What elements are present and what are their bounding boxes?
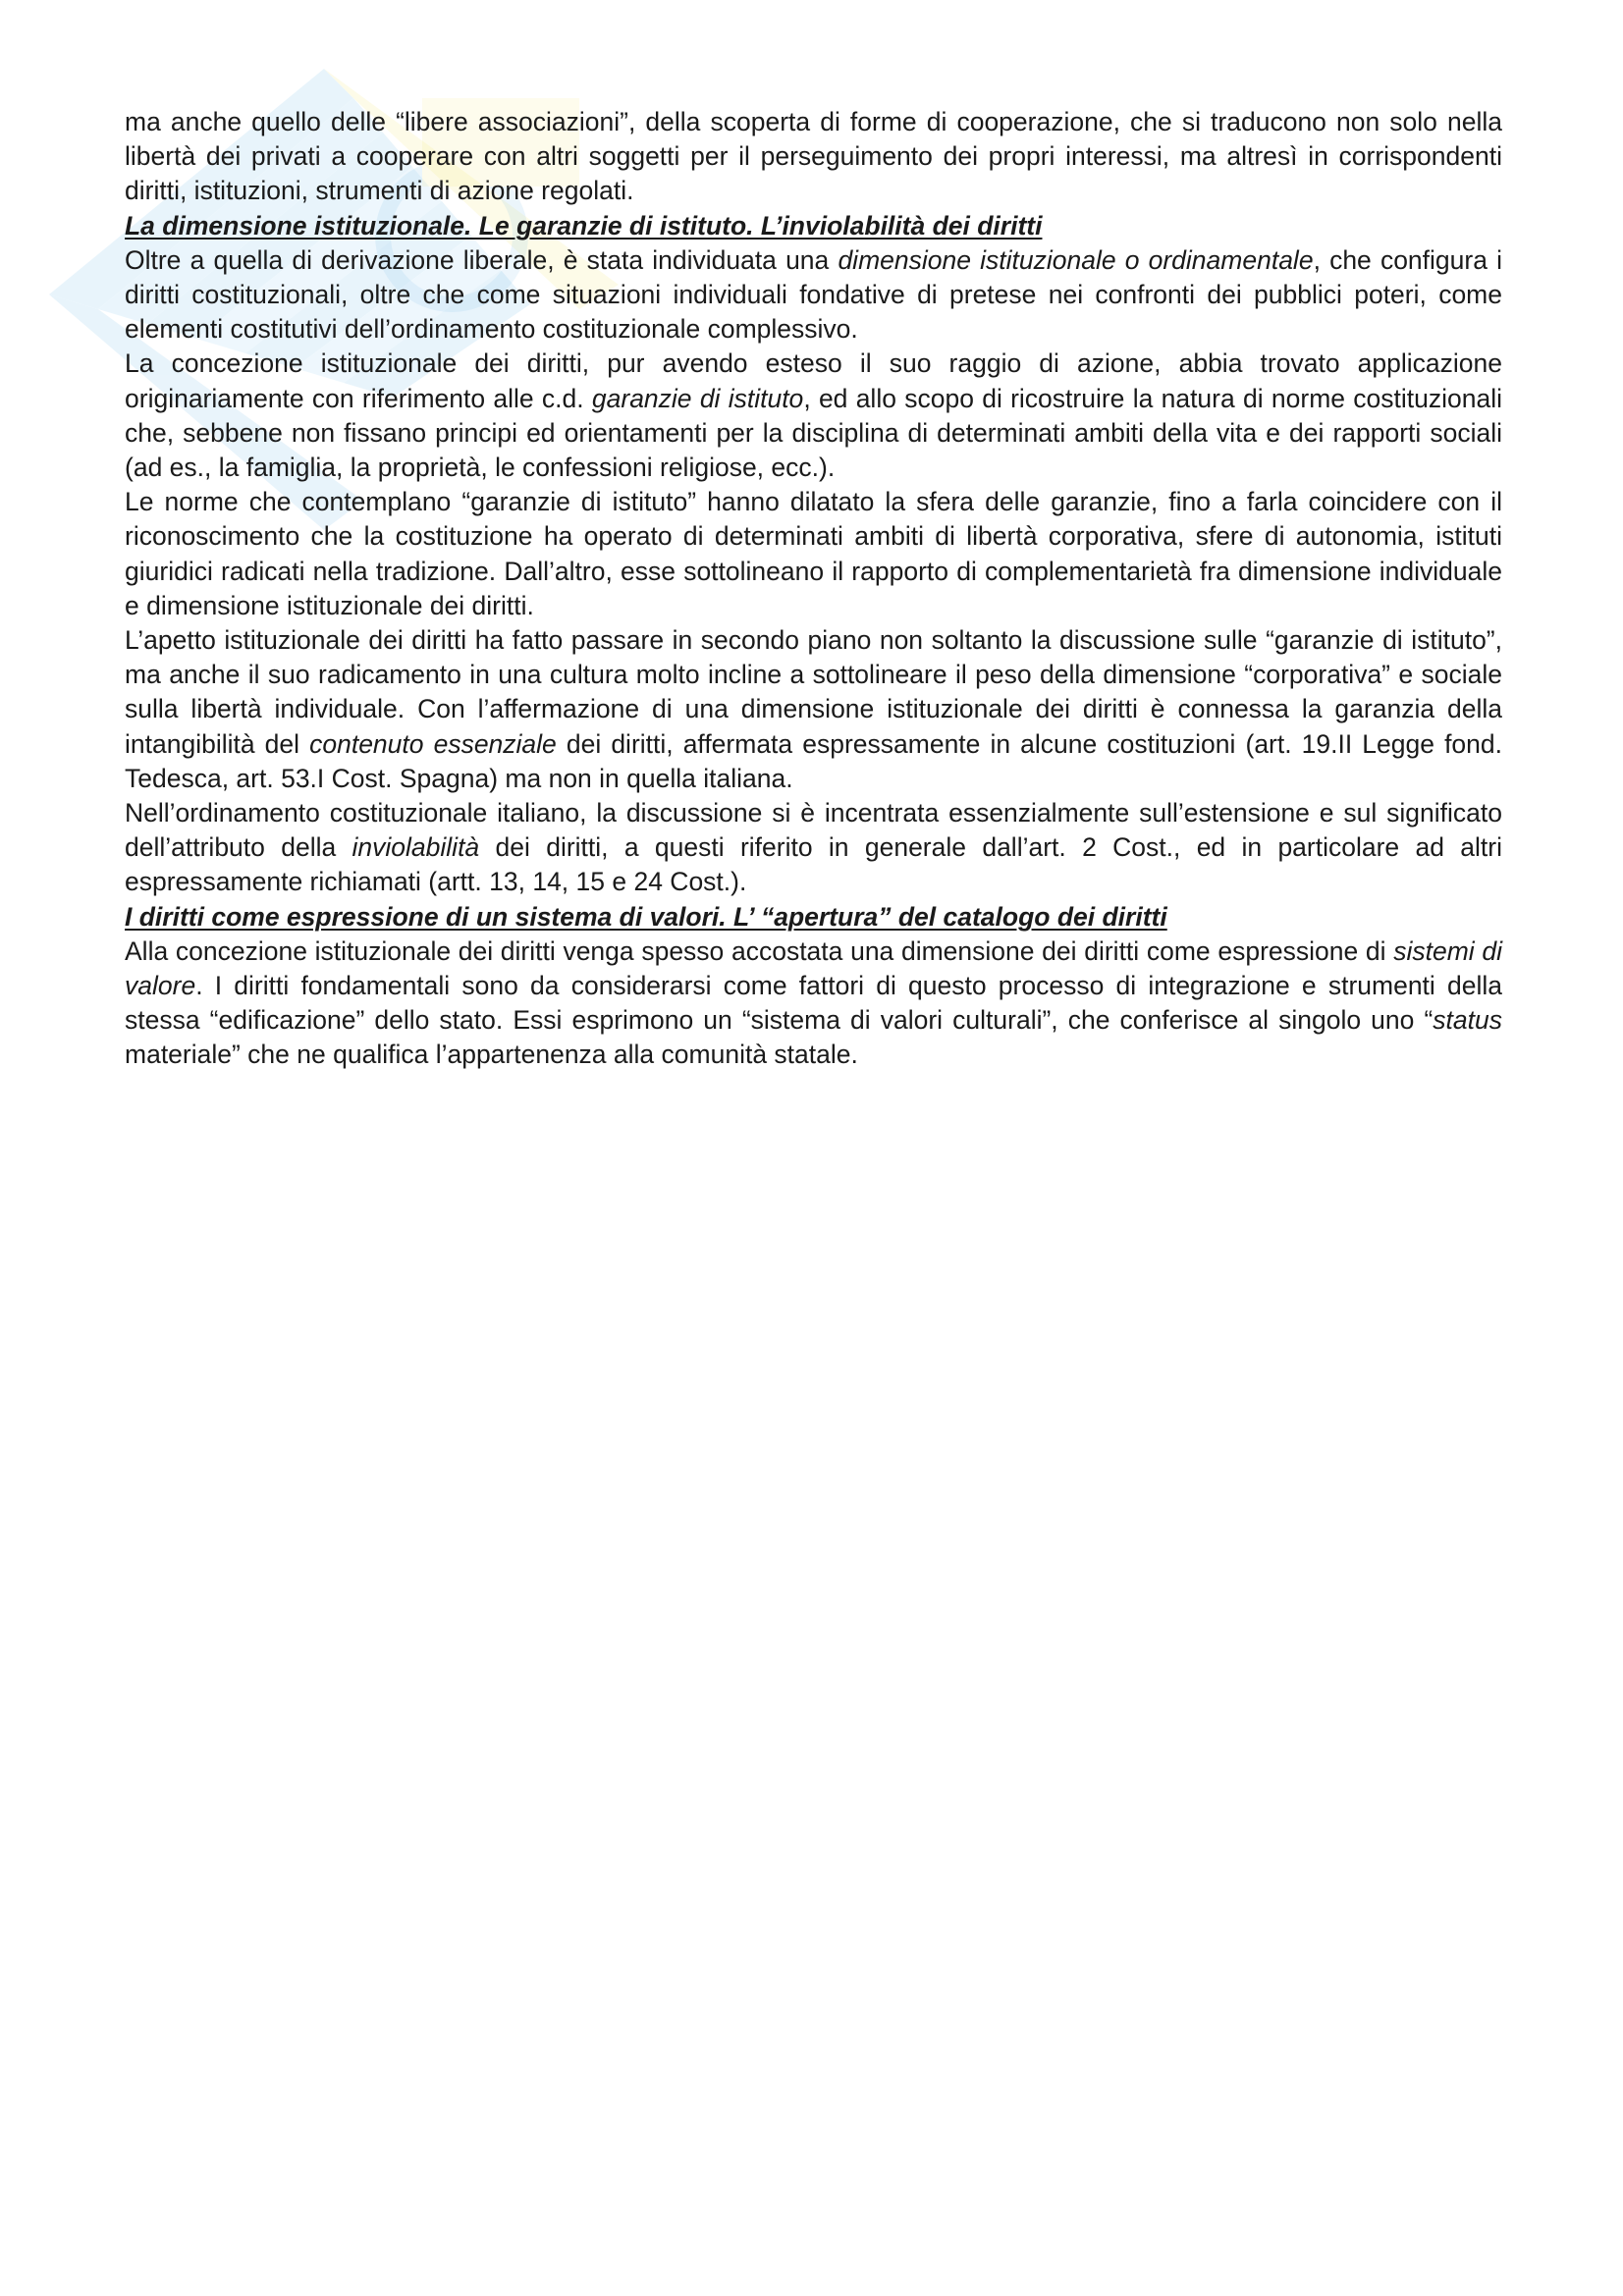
- body-paragraph: [125, 796, 1502, 900]
- body-paragraph: [125, 934, 1502, 1073]
- paragraph-text: La dimensione istituzionale. Le garanzie di istituto. L’inviolabilità dei diritti: [125, 210, 1043, 240]
- paragraph-text: ma anche quello delle “libere associazioni”, della scoperta di forme di cooperazione, che si traducono non solo nella libertà dei privati a cooperare con altri soggetti per il perseguimento dei propri interessi, ma altresì in corrispondenti diritti, istituzioni, strumenti di azione regolati.: [125, 107, 1502, 206]
- body-paragraph: [125, 485, 1502, 623]
- paragraph-text: Oltre a quella di derivazione liberale, è stata individuata una: [125, 244, 839, 275]
- paragraph-text: La concezione istituzionale dei diritti, pur avendo esteso il suo raggio di azione, abbia trovato applicazione originariamente con riferimento alle c.d.: [125, 348, 1502, 413]
- paragraph-text: Nell’ordinamento costituzionale italiano, la discussione si è incentrata essenzialmente sull’estensione e sul significato dell’attributo della: [125, 798, 1502, 863]
- paragraph-text: dei diritti, affermata espressamente in alcune costituzioni (art. 19.II Legge fond. Tedesca, art. 53.I Cost. Spagna) ma non in quella italiana.: [125, 728, 1503, 793]
- body-paragraph: [125, 623, 1502, 796]
- paragraph-text: materiale” che ne qualifica l’appartenenza alla comunità statale.: [125, 1040, 858, 1070]
- paragraph-text: I diritti come espressione di un sistema di valori. L’ “apertura” del catalogo dei diritti: [125, 901, 1167, 932]
- italic-text: contenuto essenziale: [309, 728, 557, 759]
- section-heading: [125, 209, 1502, 243]
- italic-text: sistemi di valore: [125, 935, 1502, 1001]
- italic-text: garanzie di istituto: [591, 383, 804, 413]
- italic-text: status: [1433, 1005, 1502, 1036]
- paragraph-text: , che configura i diritti costituzionali, oltre che come situazioni individuali fondative di pretese nei confronti dei pubblici poteri, come elementi costitutivi dell’ordinamento costituzionale complessivo.: [125, 244, 1502, 345]
- document-text-body: [125, 105, 1502, 1073]
- paragraph-text: dei diritti, a questi riferito in generale dall’art. 2 Cost., ed in particolare ad altri espressamente richiamati (artt. 13, 14, 15 e 24 Cost.).: [125, 832, 1503, 897]
- body-paragraph: [125, 347, 1502, 485]
- paragraph-text: , ed allo scopo di ricostruire la natura di norme costituzionali che, sebbene non fissano principi ed orientamenti per la disciplina di determinati ambiti della vita e dei rapporti sociali (ad es., la famiglia, la proprietà, le confessioni religiose, ecc.).: [125, 383, 1503, 483]
- paragraph-text: Alla concezione istituzionale dei diritti venga spesso accostata una dimensione dei diritti come espressione di: [125, 935, 1394, 966]
- italic-text: dimensione istituzionale o ordinamentale: [838, 244, 1314, 275]
- paragraph-text: L’apetto istituzionale dei diritti ha fatto passare in secondo piano non soltanto la discussione sulle “garanzie di istituto”, ma anche il suo radicamento in una cultura molto incline a sottolineare il peso della dimensione “corporativa” e sociale sulla libertà individuale. Con l’affermazione di una dimensione istituzionale dei diritti è connessa la garanzia della intangibilità del: [125, 625, 1502, 759]
- body-paragraph: [125, 243, 1502, 347]
- paragraph-text: . I diritti fondamentali sono da considerarsi come fattori di questo processo di integrazione e strumenti della stessa “edificazione” dello stato. Essi esprimono un “sistema di valori culturali”, che conferisce al singolo uno “: [125, 971, 1502, 1036]
- section-heading: [125, 900, 1502, 934]
- body-paragraph: [125, 105, 1502, 209]
- paragraph-text: Le norme che contemplano “garanzie di istituto” hanno dilatato la sfera delle garanzie, fino a farla coincidere con il riconoscimento che la costituzione ha operato di determinati ambiti di libertà corporativa, sfere di autonomia, istituti giuridici radicati nella tradizione. Dall’altro, esse sottolineano il rapporto di complementarietà fra dimensione individuale e dimensione istituzionale dei diritti.: [125, 487, 1502, 620]
- italic-text: inviolabilità: [352, 832, 480, 863]
